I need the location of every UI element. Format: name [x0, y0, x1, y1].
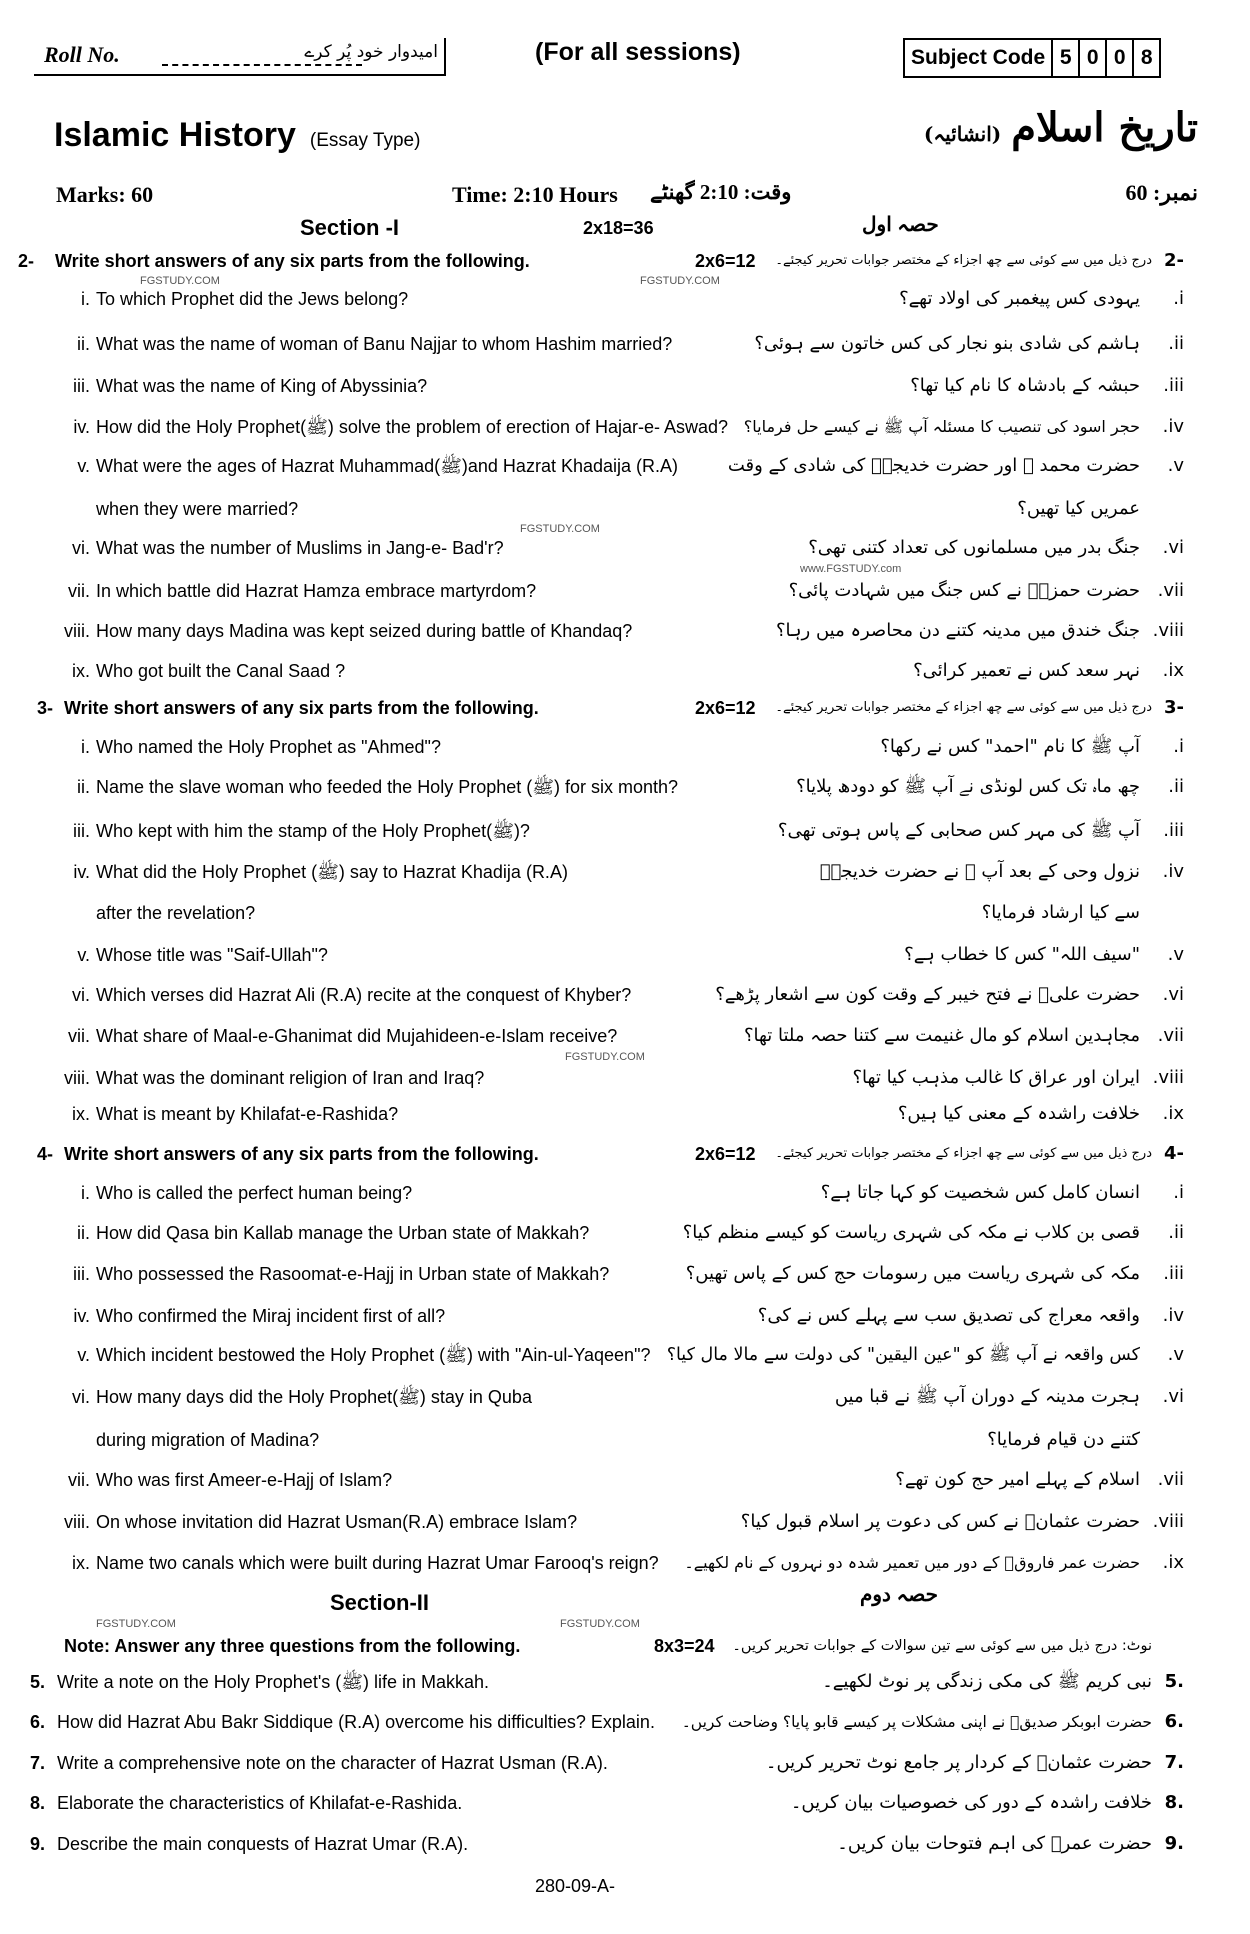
question-number: 3-	[37, 698, 54, 718]
urdu-part-number: ix.	[1162, 1552, 1184, 1573]
part-number: viii.	[64, 621, 90, 641]
urdu-question-number: -3	[1163, 697, 1184, 718]
urdu-part-number: viii.	[1152, 1511, 1184, 1532]
part-number: iii.	[73, 376, 90, 396]
urdu-long-question-text: حضرت عمرؓ کی اہم فتوحات بیان کریں۔	[837, 1833, 1152, 1854]
long-question-number: 9.	[30, 1834, 46, 1854]
urdu-part-number: ii.	[1168, 333, 1184, 354]
part-question-text: Name the slave woman who feeded the Holy Prophet (ﷺ) for six month?	[96, 777, 679, 797]
sessions-label: (For all sessions)	[535, 38, 741, 66]
urdu-part-number: vi.	[1162, 537, 1184, 558]
subject-code-label: Subject Code	[911, 46, 1046, 69]
part-number: ii.	[77, 1223, 90, 1243]
section-2-marks: 8x3=24	[654, 1636, 715, 1656]
part-question-text: after the revelation?	[96, 903, 256, 923]
urdu-part-number: vi.	[1162, 984, 1184, 1005]
section-2-urdu-note: نوٹ: درج ذیل میں سے کوئی سے تین سوالات کے جوابات تحریر کریں۔	[732, 1638, 1152, 1654]
urdu-part-number: iv.	[1162, 1305, 1184, 1326]
urdu-part-number: i.	[1173, 1182, 1184, 1203]
urdu-question-instruction: درج ذیل میں سے کوئی سے چھ اجزاء کے مختصر جوابات تحریر کیجئے۔	[775, 700, 1152, 715]
urdu-part-question-text: حبشہ کے بادشاہ کا نام کیا تھا؟	[910, 375, 1140, 396]
urdu-part-question-text: حضرت حمزہؓ نے کس جنگ میں شہادت پائی؟	[788, 580, 1140, 601]
long-question-text: Write a note on the Holy Prophet's (ﷺ) life in Makkah.	[57, 1672, 490, 1692]
part-question-text: Who kept with him the stamp of the Holy Prophet(ﷺ)?	[96, 821, 530, 841]
subject-code-box	[903, 38, 1161, 78]
part-question-text: during migration of Madina?	[96, 1430, 320, 1450]
part-question-text: In which battle did Hazrat Hamza embrace martyrdom?	[96, 581, 537, 601]
part-number: iii.	[73, 1264, 90, 1284]
part-number: iv.	[73, 417, 90, 437]
paper-title	[54, 116, 420, 155]
urdu-part-question-text: جنگ بدر میں مسلمانوں کی تعداد کتنی تھی؟	[808, 537, 1140, 558]
urdu-long-question-number: .6	[1164, 1711, 1184, 1732]
urdu-part-question-text: مکہ کی شہری ریاست میں رسومات حج کس کے پاس تھیں؟	[685, 1263, 1140, 1284]
urdu-part-question-text: عمریں کیا تھیں؟	[1017, 498, 1140, 519]
part-number: vi.	[72, 1387, 90, 1407]
part-question-text: Who possessed the Rasoomat-e-Hajj in Urban state of Makkah?	[96, 1264, 610, 1284]
question-marks: 2x6=12	[695, 251, 756, 271]
section-1-urdu-title: حصہ اول	[862, 214, 939, 236]
part-number: iii.	[73, 821, 90, 841]
part-question-text: How many days Madina was kept seized during battle of Khandaq?	[96, 621, 633, 641]
part-number: iv.	[73, 862, 90, 882]
part-question-text: Name two canals which were built during Hazrat Umar Farooq's reign?	[96, 1553, 659, 1573]
title-text: Islamic History	[54, 116, 296, 154]
urdu-part-number: v.	[1167, 455, 1184, 476]
roll-number-blank	[162, 64, 362, 66]
part-question-text: To which Prophet did the Jews belong?	[96, 289, 409, 309]
part-question-text: How did the Holy Prophet(ﷺ) solve the problem of erection of Hajar-e- Aswad?	[96, 417, 729, 437]
urdu-long-question-text: نبی کریم ﷺ کی مکی زندگی پر نوٹ لکھیے۔	[822, 1671, 1152, 1692]
subject-code-digit: 8	[1132, 40, 1159, 76]
part-question-text: Who was first Ameer-e-Hajj of Islam?	[96, 1470, 393, 1490]
urdu-long-question-number: .9	[1164, 1833, 1184, 1854]
part-question-text: Who confirmed the Miraj incident first of all?	[96, 1306, 446, 1326]
subject-code-digit: 0	[1078, 40, 1105, 76]
urdu-title-text: تاریخ اسلام	[1011, 104, 1198, 151]
question-instruction: Write short answers of any six parts from the following.	[64, 698, 539, 718]
watermark-text: FGSTUDY.COM	[140, 275, 220, 287]
part-number: ii.	[77, 334, 90, 354]
urdu-part-number: ii.	[1168, 1222, 1184, 1243]
urdu-part-question-text: حضرت علیؓ نے فتح خیبر کے وقت کون سے اشعار پڑھے؟	[715, 984, 1140, 1005]
urdu-part-number: iv.	[1162, 416, 1184, 437]
urdu-marks-label: نمبر: 60	[1125, 180, 1198, 205]
watermark-text: FGSTUDY.COM	[96, 1618, 176, 1630]
long-question-text: Describe the main conquests of Hazrat Umar (R.A).	[57, 1834, 469, 1854]
watermark-text: FGSTUDY.COM	[560, 1618, 640, 1630]
paper-code-footer: 280-09-A-	[535, 1876, 616, 1896]
watermark-text: FGSTUDY.COM	[520, 523, 600, 535]
urdu-part-number: iv.	[1162, 861, 1184, 882]
urdu-part-question-text: حضرت عمر فاروقؓ کے دور میں تعمیر شدہ دو نہروں کے نام لکھیے۔	[684, 1553, 1140, 1572]
section-1-marks: 2x18=36	[583, 218, 654, 238]
watermark-text: FGSTUDY.COM	[565, 1051, 645, 1063]
question-instruction: Write short answers of any six parts from the following.	[64, 1144, 539, 1164]
urdu-part-question-text: خلافت راشدہ کے معنی کیا ہیں؟	[897, 1103, 1140, 1124]
part-number: ii.	[77, 777, 90, 797]
watermark-text: FGSTUDY.COM	[640, 275, 720, 287]
urdu-paper-type: (انشائیہ)	[923, 122, 1002, 146]
urdu-long-question-number: .8	[1164, 1792, 1184, 1813]
urdu-part-question-text: آپ ﷺ کی مہر کس صحابی کے پاس ہوتی تھی؟	[777, 820, 1140, 841]
long-question-text: Write a comprehensive note on the character of Hazrat Usman (R.A).	[57, 1753, 608, 1773]
time-label: Time: 2:10 Hours	[452, 182, 618, 207]
section-2-title: Section-II	[330, 1590, 430, 1615]
part-number: viii.	[64, 1512, 90, 1532]
long-question-number: 5.	[30, 1672, 46, 1692]
urdu-part-question-text: ہجرت مدینہ کے دوران آپ ﷺ نے قبا میں	[834, 1386, 1140, 1407]
paper-type: (Essay Type)	[309, 130, 421, 151]
subject-code-digit: 5	[1051, 40, 1078, 76]
part-question-text: What did the Holy Prophet (ﷺ) say to Hazrat Khadija (R.A)	[96, 862, 568, 882]
urdu-part-question-text: حجر اسود کی تنصیب کا مسئلہ آپ ﷺ نے کیسے حل فرمایا؟	[743, 417, 1140, 436]
question-marks: 2x6=12	[695, 1144, 756, 1164]
part-question-text: Which incident bestowed the Holy Prophet (ﷺ) with "Ain-ul-Yaqeen"?	[96, 1345, 651, 1365]
urdu-part-question-text: کتنے دن قیام فرمایا؟	[987, 1429, 1140, 1450]
urdu-long-question-number: .7	[1164, 1752, 1184, 1773]
section-2-urdu-title: حصہ دوم	[860, 1584, 938, 1606]
urdu-part-question-text: نہر سعد کس نے تعمیر کرائی؟	[913, 660, 1140, 681]
urdu-part-number: ix.	[1162, 660, 1184, 681]
urdu-part-number: iii.	[1163, 820, 1184, 841]
part-question-text: Who named the Holy Prophet as "Ahmed"?	[96, 737, 441, 757]
part-number: vi.	[72, 985, 90, 1005]
urdu-part-number: viii.	[1152, 1067, 1184, 1088]
part-number: v.	[77, 1345, 90, 1365]
urdu-long-question-number: .5	[1164, 1671, 1184, 1692]
part-number: vii.	[68, 1470, 90, 1490]
urdu-part-number: v.	[1167, 1344, 1184, 1365]
question-number: 2-	[18, 251, 35, 271]
part-question-text: when they were married?	[96, 499, 299, 519]
urdu-part-question-text: جنگ خندق میں مدینہ کتنے دن محاصرہ میں رہا؟	[775, 620, 1140, 641]
part-question-text: What was the dominant religion of Iran and Iraq?	[96, 1068, 485, 1088]
urdu-part-number: i.	[1173, 736, 1184, 757]
urdu-question-instruction: درج ذیل میں سے کوئی سے چھ اجزاء کے مختصر جوابات تحریر کیجئے۔	[775, 253, 1152, 268]
part-number: v.	[77, 945, 90, 965]
part-number: vi.	[72, 538, 90, 558]
part-question-text: What share of Maal-e-Ghanimat did Mujahideen-e-Islam receive?	[96, 1026, 618, 1046]
part-number: i.	[81, 289, 90, 309]
part-question-text: Whose title was "Saif-Ullah"?	[96, 945, 328, 965]
urdu-part-question-text: آپ ﷺ کا نام "احمد" کس نے رکھا؟	[880, 736, 1140, 757]
urdu-part-question-text: مجاہدین اسلام کو مال غنیمت سے کتنا حصہ ملتا تھا؟	[743, 1025, 1140, 1046]
long-question-number: 8.	[30, 1793, 46, 1813]
urdu-part-question-text: ایران اور عراق کا غالب مذہب کیا تھا؟	[852, 1067, 1140, 1088]
urdu-part-question-text: ہاشم کی شادی بنو نجار کی کس خاتون سے ہوئی؟	[754, 333, 1140, 354]
urdu-question-number: -2	[1163, 250, 1184, 271]
section-2-note: Note: Answer any three questions from the following.	[64, 1636, 521, 1656]
urdu-part-number: vii.	[1157, 1025, 1184, 1046]
urdu-part-question-text: قصی بن کلاب نے مکہ کی شہری ریاست کو کیسے منظم کیا؟	[682, 1222, 1140, 1243]
urdu-long-question-text: حضرت ابوبکر صدیقؓ نے اپنی مشکلات پر کیسے قابو پایا؟ وضاحت کریں۔	[681, 1713, 1152, 1731]
part-number: iv.	[73, 1306, 90, 1326]
roll-number-label: Roll No.	[44, 42, 120, 67]
urdu-part-question-text: واقعہ معراج کی تصدیق سب سے پہلے کس نے کی؟	[757, 1305, 1140, 1326]
urdu-part-number: vii.	[1157, 1469, 1184, 1490]
urdu-part-question-text: یہودی کس پیغمبر کی اولاد تھے؟	[899, 288, 1140, 309]
part-question-text: Who is called the perfect human being?	[96, 1183, 413, 1203]
part-question-text: Who got built the Canal Saad ?	[96, 661, 346, 681]
urdu-long-question-text: خلافت راشدہ کے دور کی خصوصیات بیان کریں۔	[790, 1792, 1152, 1813]
urdu-part-number: vi.	[1162, 1386, 1184, 1407]
part-number: i.	[81, 737, 90, 757]
part-question-text: Which verses did Hazrat Ali (R.A) recite at the conquest of Khyber?	[96, 985, 632, 1005]
question-marks: 2x6=12	[695, 698, 756, 718]
part-number: ix.	[72, 661, 90, 681]
urdu-paper-title	[924, 104, 1198, 151]
part-number: v.	[77, 456, 90, 476]
part-question-text: What was the number of Muslims in Jang-e- Bad'r?	[96, 538, 504, 558]
urdu-part-number: v.	[1167, 944, 1184, 965]
part-number: vii.	[68, 1026, 90, 1046]
urdu-part-question-text: کس واقعہ نے آپ ﷺ کو "عین الیقین" کی دولت سے مالا مال کیا؟	[666, 1345, 1140, 1365]
part-question-text: What was the name of woman of Banu Najjar to whom Hashim married?	[96, 334, 673, 354]
part-question-text: What is meant by Khilafat-e-Rashida?	[96, 1104, 399, 1124]
part-question-text: On whose invitation did Hazrat Usman(R.A) embrace Islam?	[96, 1512, 578, 1532]
part-question-text: What were the ages of Hazrat Muhammad(ﷺ)and Hazrat Khadaija (R.A)	[96, 456, 679, 476]
urdu-part-number: iii.	[1163, 375, 1184, 396]
urdu-question-number: -4	[1163, 1143, 1184, 1164]
urdu-long-question-text: حضرت عثمانؓ کے کردار پر جامع نوٹ تحریر کریں۔	[765, 1752, 1152, 1773]
urdu-part-number: viii.	[1152, 620, 1184, 641]
part-number: ix.	[72, 1553, 90, 1573]
long-question-text: How did Hazrat Abu Bakr Siddique (R.A) overcome his difficulties? Explain.	[57, 1712, 655, 1732]
urdu-part-question-text: سے کیا ارشاد فرمایا؟	[981, 902, 1140, 923]
long-question-number: 6.	[30, 1712, 46, 1732]
subject-code-digit: 0	[1105, 40, 1132, 76]
urdu-part-number: ix.	[1162, 1103, 1184, 1124]
question-instruction: Write short answers of any six parts from the following.	[55, 251, 530, 271]
section-1-title: Section -I	[300, 215, 400, 240]
part-number: viii.	[64, 1068, 90, 1088]
part-number: ix.	[72, 1104, 90, 1124]
urdu-time-label: وقت: 2:10 گھنٹے	[650, 180, 792, 204]
part-question-text: How did Qasa bin Kallab manage the Urban state of Makkah?	[96, 1223, 590, 1243]
urdu-part-number: vii.	[1157, 580, 1184, 601]
long-question-text: Elaborate the characteristics of Khilafat-e-Rashida.	[57, 1793, 463, 1813]
roll-number-box	[34, 38, 446, 76]
part-number: i.	[81, 1183, 90, 1203]
part-question-text: How many days did the Holy Prophet(ﷺ) stay in Quba	[96, 1387, 532, 1407]
urdu-part-number: iii.	[1163, 1263, 1184, 1284]
urdu-part-question-text: انسان کامل کس شخصیت کو کہا جاتا ہے؟	[820, 1182, 1140, 1203]
watermark-text: www.FGSTUDY.com	[800, 563, 902, 575]
urdu-part-number: i.	[1173, 288, 1184, 309]
urdu-part-question-text: حضرت محمد ﷺ اور حضرت خدیجہؓ کی شادی کے وقت	[727, 455, 1140, 476]
urdu-part-question-text: "سیف اللہ" کس کا خطاب ہے؟	[904, 944, 1140, 965]
urdu-part-question-text: نزول وحی کے بعد آپ ﷺ نے حضرت خدیجہؓ	[819, 861, 1140, 882]
part-question-text: What was the name of King of Abyssinia?	[96, 376, 428, 396]
urdu-part-question-text: اسلام کے پہلے امیر حج کون تھے؟	[895, 1469, 1140, 1490]
question-number: 4-	[37, 1144, 54, 1164]
roll-number-urdu-note: امیدوار خود پُر کرے	[304, 42, 438, 62]
urdu-part-question-text: حضرت عثمانؓ نے کس کی دعوت پر اسلام قبول کیا؟	[740, 1511, 1140, 1532]
urdu-question-instruction: درج ذیل میں سے کوئی سے چھ اجزاء کے مختصر جوابات تحریر کیجئے۔	[775, 1146, 1152, 1161]
urdu-part-number: ii.	[1168, 776, 1184, 797]
long-question-number: 7.	[30, 1753, 46, 1773]
urdu-part-question-text: چھ ماہ تک کس لونڈی نے آپ ﷺ کو دودھ پلایا؟	[796, 776, 1140, 797]
marks-label: Marks: 60	[56, 182, 154, 207]
part-number: vii.	[68, 581, 90, 601]
